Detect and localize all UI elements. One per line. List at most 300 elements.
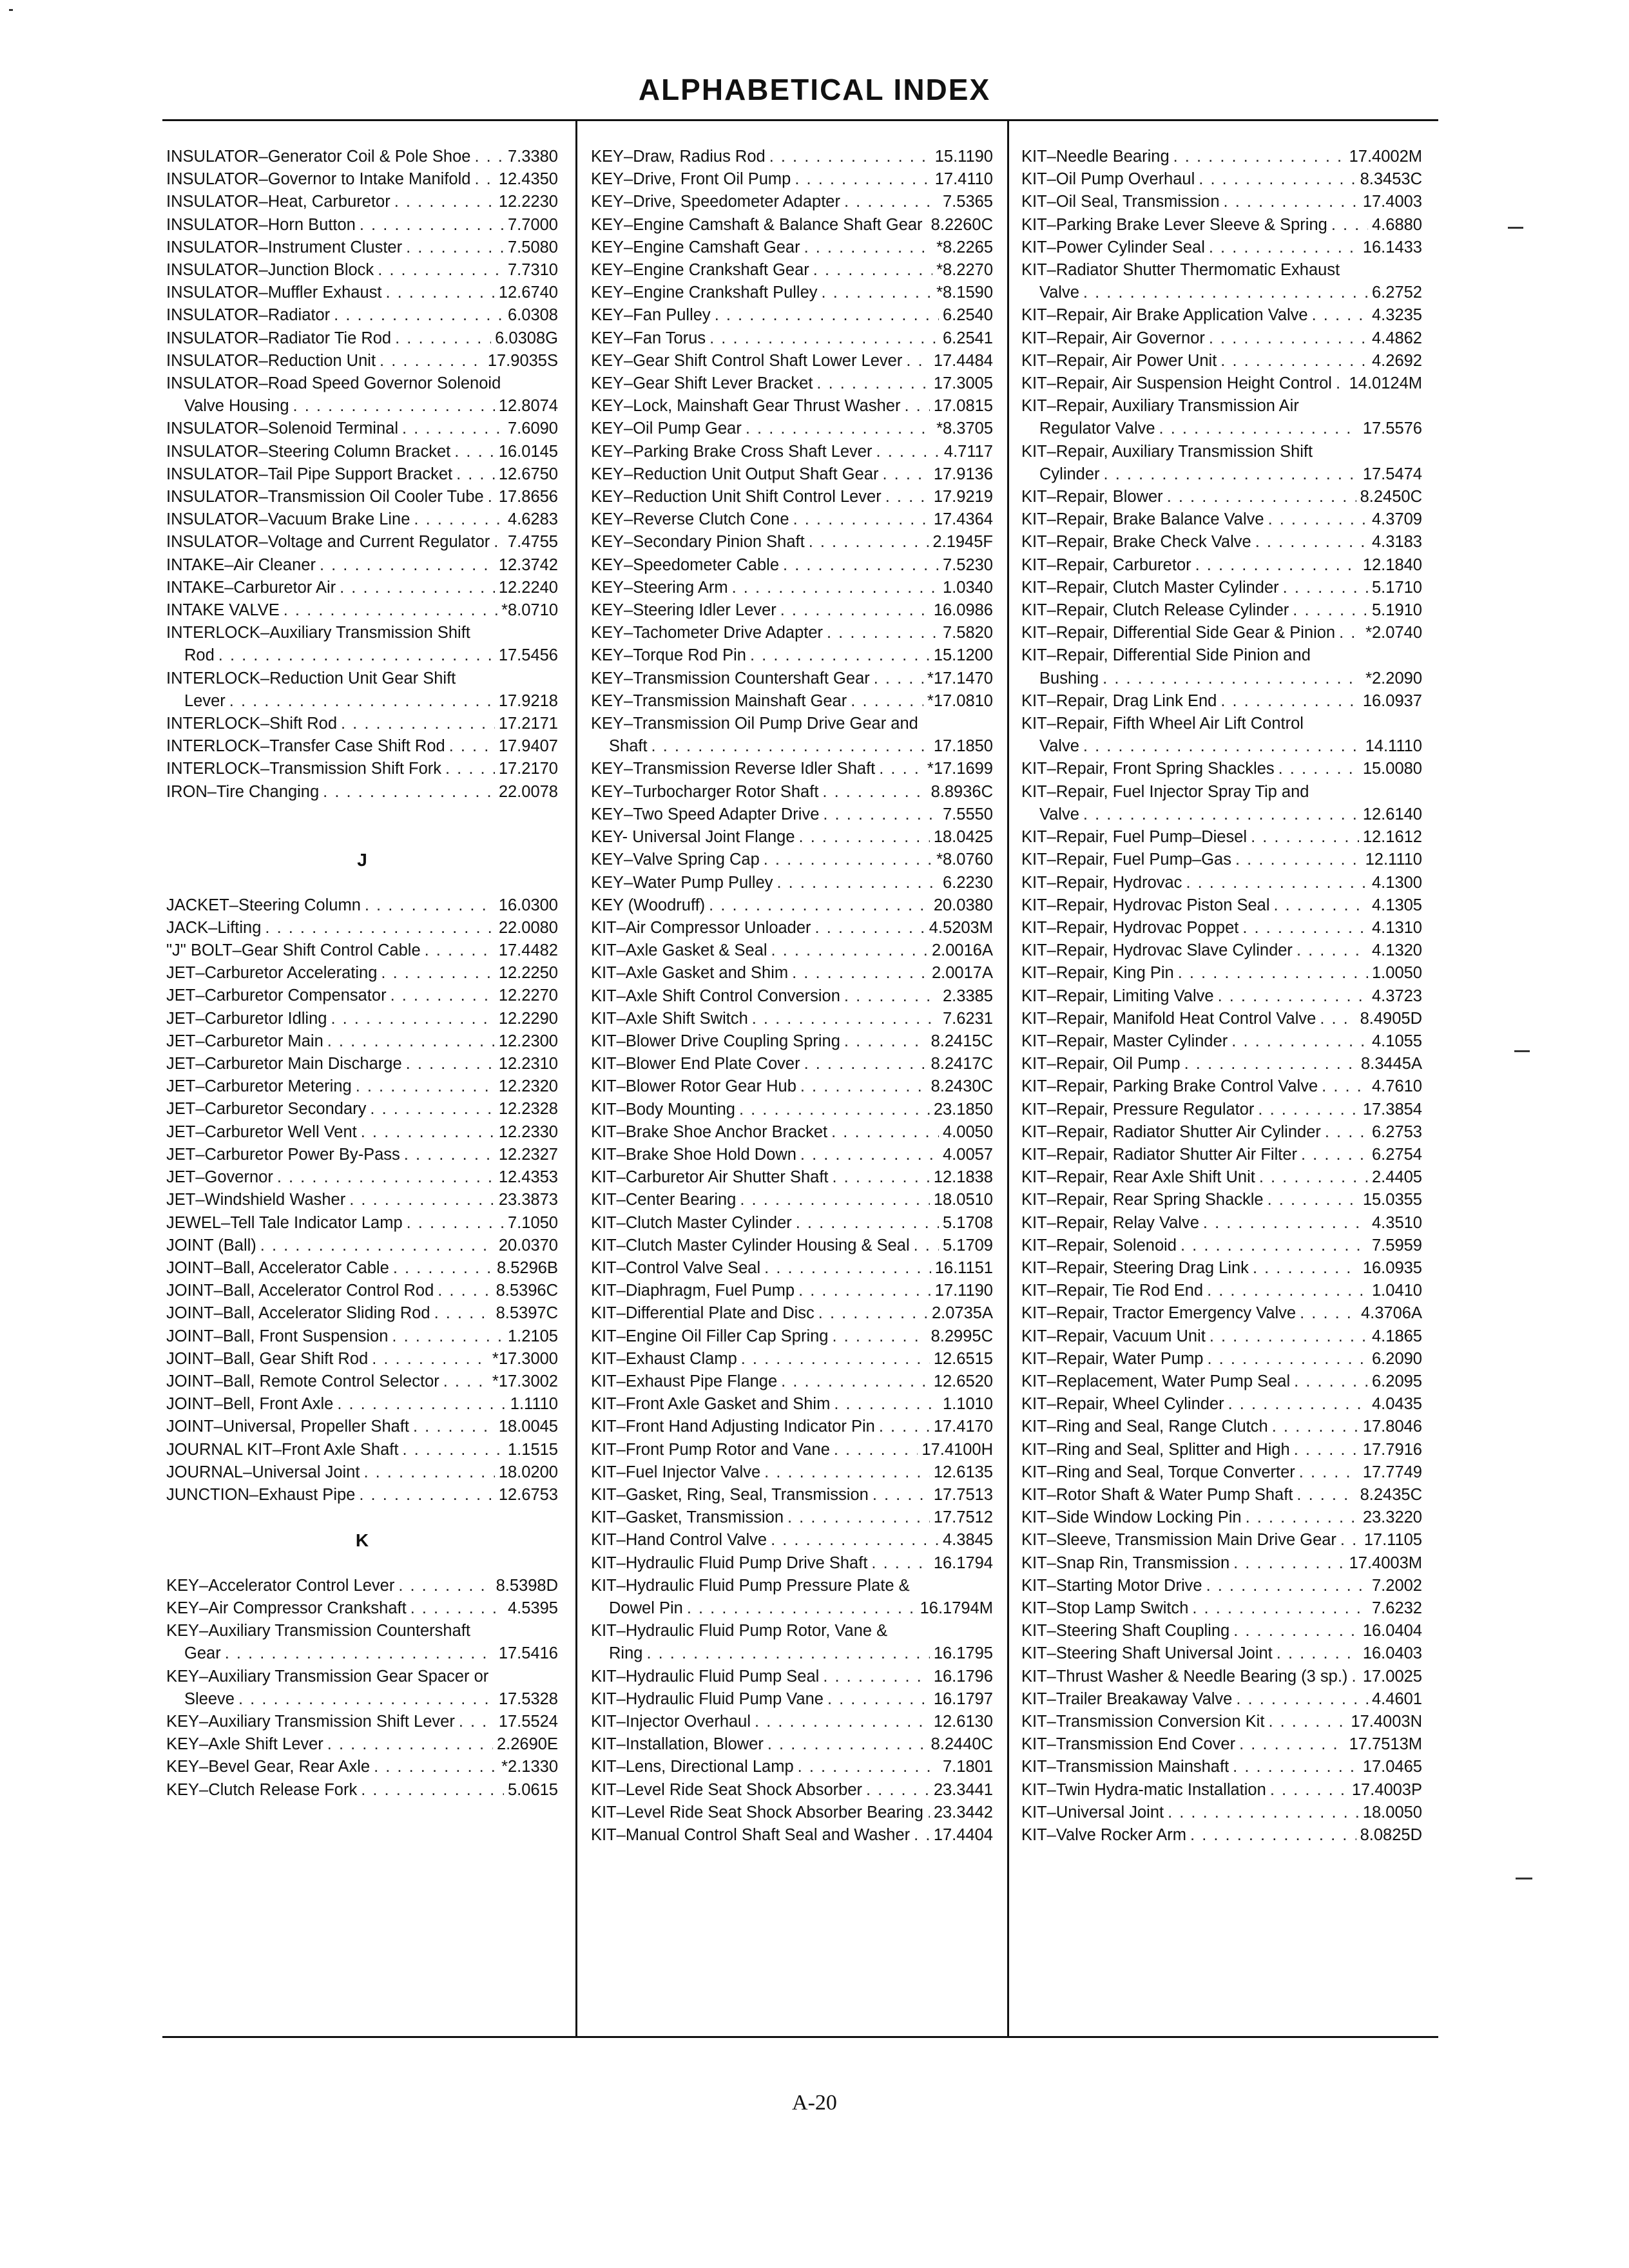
- entry-label: INTAKE–Air Cleaner: [166, 555, 316, 574]
- dot-leader: [1268, 1189, 1359, 1211]
- entry-page-ref: *8.2270: [936, 261, 993, 280]
- index-entry: [1021, 1733, 1422, 1756]
- dot-leader: [1083, 735, 1362, 758]
- entry-label: KIT–Axle Gasket and Shim: [591, 964, 789, 983]
- entry-label: KIT–Hydraulic Fluid Pump Pressure Plate &: [591, 1576, 910, 1595]
- index-entry: [166, 236, 558, 259]
- entry-label: KEY–Gear Shift Lever Bracket: [591, 374, 813, 393]
- index-entry: [591, 1030, 993, 1053]
- dot-leader: [1233, 1620, 1359, 1642]
- entry-label: INTAKE VALVE: [166, 601, 280, 620]
- entry-label: JET–Carburetor Power By-Pass: [166, 1145, 400, 1164]
- entry-page-ref: 5.1910: [1372, 601, 1422, 620]
- dot-leader: [395, 327, 491, 350]
- index-entry: [591, 1099, 993, 1121]
- column-divider: [575, 120, 577, 2036]
- dot-leader: [374, 1756, 497, 1778]
- dot-leader: [798, 1756, 939, 1778]
- entry-page-ref: *8.3705: [936, 419, 993, 438]
- entry-page-ref: 17.1850: [933, 737, 993, 756]
- entry-label: JOINT–Ball, Gear Shift Rod: [166, 1349, 369, 1368]
- index-entry: [591, 463, 993, 486]
- entry-page-ref: 16.1151: [934, 1258, 993, 1277]
- index-entry: [591, 622, 993, 644]
- entry-page-ref: 4.3183: [1372, 533, 1422, 552]
- entry-label: KEY–Fan Pulley: [591, 306, 711, 325]
- entry-label: KIT–Repair, Clutch Master Cylinder: [1021, 578, 1279, 597]
- entry-label: KIT–Repair, Master Cylinder: [1021, 1032, 1228, 1050]
- entry-label: KEY–Water Pump Pulley: [591, 873, 773, 892]
- index-entry: [591, 1008, 993, 1030]
- entry-page-ref: 17.4003N: [1351, 1713, 1422, 1731]
- entry-label: KIT–Repair, Air Suspension Height Control: [1021, 374, 1332, 393]
- dot-leader: [746, 418, 932, 440]
- dot-leader: [1224, 191, 1359, 213]
- entry-label: KIT–Exhaust Clamp: [591, 1349, 737, 1368]
- entry-label: INSULATOR–Reduction Unit: [166, 351, 376, 370]
- entry-label: KIT–Repair, Oil Pump: [1021, 1055, 1181, 1073]
- index-entry: [166, 599, 558, 622]
- index-entry: [1021, 1666, 1422, 1688]
- entry-page-ref: 17.0465: [1362, 1758, 1422, 1776]
- index-entry: [591, 350, 993, 372]
- dot-leader: [844, 191, 939, 213]
- entry-label: INSULATOR–Instrument Cluster: [166, 238, 403, 256]
- entry-label: KIT–Power Cylinder Seal: [1021, 238, 1205, 256]
- entry-page-ref: 4.1305: [1372, 896, 1422, 914]
- entry-label: KIT–Axle Gasket & Seal: [591, 941, 767, 960]
- dot-leader: [1184, 1053, 1357, 1075]
- entry-page-ref: 17.4003: [1362, 193, 1422, 211]
- dot-leader: [804, 236, 932, 259]
- dot-leader: [474, 168, 494, 191]
- entry-label: KEY (Woodruff): [591, 896, 706, 914]
- entry-label: KIT–Repair, Front Spring Shackles: [1021, 760, 1275, 778]
- entry-page-ref: 16.1794M: [920, 1599, 993, 1617]
- dot-leader: [360, 214, 504, 236]
- entry-label: INSULATOR–Radiator: [166, 306, 331, 325]
- entry-label: KEY–Auxiliary Transmission Countershaft: [166, 1622, 470, 1640]
- entry-label: KEY–Reduction Unit Output Shaft Gear: [591, 465, 879, 483]
- index-entry: [591, 1666, 993, 1688]
- entry-page-ref: 22.0080: [498, 918, 558, 937]
- index-entry: [591, 1575, 993, 1597]
- index-entry: [591, 1484, 993, 1506]
- entry-label: KIT–Diaphragm, Fuel Pump: [591, 1282, 795, 1300]
- index-entry: [1021, 1008, 1422, 1030]
- entry-label: JOINT–Ball, Accelerator Sliding Rod: [166, 1304, 430, 1323]
- index-entry: [1021, 441, 1422, 463]
- index-entry: [591, 1711, 993, 1733]
- index-entry: [1021, 985, 1422, 1008]
- entry-page-ref: 17.5456: [498, 646, 558, 665]
- index-entry: [166, 327, 558, 350]
- entry-label: KIT–Repair, Hydrovac: [1021, 873, 1182, 892]
- index-entry: [1021, 1575, 1422, 1597]
- entry-label: KIT–Front Hand Adjusting Indicator Pin: [591, 1418, 875, 1436]
- entry-page-ref: 8.2995C: [930, 1327, 993, 1345]
- entry-page-ref: 7.5959: [1372, 1236, 1422, 1254]
- index-entry: [591, 599, 993, 622]
- entry-label: KIT–Repair, Fifth Wheel Air Lift Control: [1021, 715, 1304, 733]
- entry-page-ref: 17.4364: [933, 510, 993, 529]
- entry-label: INTERLOCK–Shift Rod: [166, 715, 338, 733]
- entry-page-ref: 1.0410: [1372, 1282, 1422, 1300]
- entry-page-ref: 8.5397C: [496, 1304, 558, 1323]
- index-entry: [166, 304, 558, 327]
- dot-leader: [494, 531, 504, 553]
- entry-label: INSULATOR–Vacuum Brake Line: [166, 510, 410, 529]
- entry-label: KIT–Ring and Seal, Splitter and High: [1021, 1440, 1290, 1459]
- entry-label: KIT–Injector Overhaul: [591, 1713, 751, 1731]
- entry-label: KIT–Oil Seal, Transmission: [1021, 193, 1220, 211]
- entry-label: KIT–Level Ride Seat Shock Absorber Bearing: [591, 1803, 923, 1821]
- entry-page-ref: 16.1796: [933, 1667, 993, 1686]
- entry-page-ref: 8.3445A: [1360, 1055, 1422, 1073]
- entry-label: KIT–Lens, Directional Lamp: [591, 1758, 794, 1776]
- dot-leader: [390, 985, 495, 1007]
- dot-leader: [394, 191, 495, 213]
- entry-label: Rod: [184, 646, 215, 665]
- dot-leader: [764, 1461, 930, 1484]
- entry-page-ref: 16.0403: [1362, 1644, 1422, 1663]
- entry-page-ref: 8.5398D: [496, 1576, 558, 1595]
- dot-leader: [822, 282, 933, 304]
- entry-label: KEY–Engine Crankshaft Gear: [591, 261, 809, 280]
- entry-label: JET–Carburetor Metering: [166, 1077, 352, 1096]
- index-entry: [166, 781, 558, 803]
- entry-label: KEY–Steering Arm: [591, 578, 728, 597]
- entry-page-ref: 14.0124M: [1349, 374, 1422, 393]
- dot-leader: [1277, 1642, 1359, 1665]
- entry-label: Valve: [1039, 737, 1079, 756]
- dot-leader: [456, 463, 495, 486]
- dot-leader: [904, 395, 929, 418]
- entry-label: KIT–Repair, Auxiliary Transmission Air: [1021, 397, 1299, 416]
- entry-label: INSULATOR–Horn Button: [166, 215, 356, 234]
- index-entry: [166, 372, 558, 395]
- dot-leader: [1233, 1552, 1345, 1575]
- index-entry: [1021, 1439, 1422, 1461]
- dot-leader: [381, 962, 494, 985]
- entry-page-ref: 12.1612: [1362, 828, 1422, 847]
- index-entry: [591, 441, 993, 463]
- entry-page-ref: 2.3385: [943, 986, 993, 1005]
- entry-label: KIT–Replacement, Water Pump Seal: [1021, 1372, 1291, 1390]
- index-entry: [166, 735, 558, 758]
- entry-page-ref: 18.0045: [498, 1418, 558, 1436]
- entry-label: KEY–Auxiliary Transmission Gear Spacer or: [166, 1667, 489, 1686]
- entry-label: KIT–Level Ride Seat Shock Absorber: [591, 1780, 862, 1799]
- entry-label: KEY–Draw, Radius Rod: [591, 148, 766, 166]
- dot-leader: [769, 146, 931, 168]
- dot-leader: [1083, 803, 1359, 826]
- index-entry: [166, 463, 558, 486]
- entry-label: KIT–Manual Control Shaft Seal and Washer: [591, 1826, 911, 1845]
- entry-label: Bushing: [1039, 669, 1099, 687]
- index-entry: [591, 644, 993, 667]
- dot-leader: [459, 1711, 495, 1733]
- entry-page-ref: 15.1200: [933, 646, 993, 665]
- entry-page-ref: 7.5365: [943, 193, 993, 211]
- dot-leader: [443, 1370, 488, 1393]
- index-entry: [591, 690, 993, 713]
- dot-leader: [831, 1121, 939, 1144]
- dot-leader: [349, 1189, 495, 1211]
- index-entry: [166, 713, 558, 735]
- index-entry: [591, 1075, 993, 1098]
- index-entry: [591, 1529, 993, 1552]
- entry-page-ref: 5.1708: [943, 1213, 993, 1232]
- entry-page-ref: 12.2240: [498, 578, 558, 597]
- index-entry: [591, 395, 993, 418]
- entry-label: INSULATOR–Tail Pipe Support Bracket: [166, 465, 453, 483]
- dot-leader: [1251, 826, 1359, 849]
- index-column-1: [166, 146, 558, 1802]
- index-entry: [1021, 1642, 1422, 1665]
- dot-leader: [1268, 1711, 1347, 1733]
- entry-label: JOINT–Ball, Accelerator Cable: [166, 1258, 389, 1277]
- entry-page-ref: 12.2320: [498, 1077, 558, 1096]
- entry-label: KEY–Engine Camshaft & Balance Shaft Gear: [591, 215, 923, 234]
- dot-leader: [818, 1302, 928, 1325]
- index-entry: [1021, 826, 1422, 849]
- entry-page-ref: 17.2171: [498, 715, 558, 733]
- entry-page-ref: 4.1320: [1372, 941, 1422, 960]
- index-entry: [1021, 463, 1422, 486]
- dot-leader: [425, 939, 495, 962]
- entry-page-ref: *8.1590: [936, 284, 993, 302]
- dot-leader: [804, 1053, 927, 1075]
- dot-leader: [1339, 622, 1362, 644]
- entry-label: INSULATOR–Muffler Exhaust: [166, 284, 382, 302]
- entry-label: JOINT–Ball, Remote Control Selector: [166, 1372, 439, 1390]
- entry-page-ref: 17.7513: [933, 1485, 993, 1504]
- dot-leader: [833, 1325, 927, 1348]
- index-entry: [166, 554, 558, 577]
- entry-label: KIT–Valve Rocker Arm: [1021, 1826, 1187, 1845]
- entry-page-ref: 16.1794: [933, 1553, 993, 1572]
- index-entry: [166, 1098, 558, 1120]
- entry-label: KIT–Brake Shoe Hold Down: [591, 1145, 796, 1164]
- entry-page-ref: 12.1838: [933, 1168, 993, 1187]
- index-entry: [591, 214, 993, 236]
- index-entry: [166, 1620, 558, 1642]
- entry-label: KEY–Transmission Mainshaft Gear: [591, 691, 847, 710]
- entry-label: KIT–Hand Control Valve: [591, 1531, 767, 1550]
- entry-label: KIT–Repair, Hydrovac Poppet: [1021, 918, 1239, 937]
- dot-leader: [781, 1370, 930, 1393]
- entry-page-ref: 17.0815: [933, 397, 993, 416]
- index-entry: [166, 577, 558, 599]
- entry-label: KIT–Parking Brake Lever Sleeve & Spring: [1021, 215, 1327, 234]
- entry-label: KEY–Tachometer Drive Adapter: [591, 624, 824, 642]
- dot-leader: [739, 1099, 930, 1121]
- index-entry: [591, 758, 993, 780]
- index-entry: [1021, 1416, 1422, 1438]
- index-entry: [1021, 395, 1422, 418]
- dot-leader: [407, 1212, 504, 1235]
- dot-leader: [449, 735, 495, 758]
- index-entry: [1021, 1257, 1422, 1280]
- entry-label: JOINT (Ball): [166, 1236, 256, 1254]
- index-entry: [166, 282, 558, 304]
- entry-page-ref: 17.1190: [934, 1282, 993, 1300]
- entry-label: INSULATOR–Steering Column Bracket: [166, 442, 451, 461]
- index-entry: [1021, 713, 1422, 735]
- entry-label: KIT–Steering Shaft Universal Joint: [1021, 1644, 1273, 1663]
- entry-page-ref: *2.2090: [1365, 669, 1422, 687]
- entry-page-ref: 5.1709: [943, 1236, 993, 1254]
- index-entry: [591, 1370, 993, 1393]
- index-entry: [1021, 168, 1422, 191]
- index-entry: [591, 418, 993, 440]
- entry-page-ref: 8.2450C: [1360, 488, 1422, 506]
- dot-leader: [320, 554, 495, 577]
- entry-label: KEY–Parking Brake Cross Shaft Lever: [591, 442, 872, 461]
- entry-label: JOURNAL KIT–Front Axle Shaft: [166, 1440, 399, 1459]
- entry-page-ref: 16.1795: [933, 1644, 993, 1663]
- entry-page-ref: *8.0760: [936, 850, 993, 869]
- index-entry: [166, 146, 558, 168]
- index-entry: [591, 1166, 993, 1189]
- entry-page-ref: 4.5203M: [929, 918, 993, 937]
- index-entry: [166, 1733, 558, 1756]
- dot-leader: [1283, 577, 1368, 599]
- entry-page-ref: 17.9035S: [487, 351, 558, 370]
- index-entry: [166, 985, 558, 1007]
- entry-label: KIT–Repair, Tractor Emergency Valve: [1021, 1304, 1296, 1323]
- index-entry: [166, 1030, 558, 1053]
- entry-page-ref: 4.5395: [508, 1599, 558, 1617]
- entry-page-ref: 7.2002: [1372, 1576, 1422, 1595]
- dot-leader: [1228, 1393, 1368, 1416]
- dot-leader: [1242, 917, 1368, 939]
- section-letter: J: [357, 850, 367, 870]
- entry-label: KIT–Repair, Fuel Pump–Gas: [1021, 850, 1231, 869]
- dot-leader: [218, 644, 495, 667]
- index-entry: [1021, 1779, 1422, 1802]
- entry-label: INSULATOR–Radiator Tie Rod: [166, 329, 392, 347]
- dot-leader: [764, 1257, 931, 1280]
- entry-label: KIT–Center Bearing: [591, 1191, 737, 1209]
- entry-page-ref: 20.0370: [498, 1236, 558, 1254]
- dot-leader: [834, 1393, 939, 1416]
- entry-label: Sleeve: [184, 1689, 235, 1708]
- dot-leader: [1178, 962, 1368, 985]
- dot-leader: [687, 1597, 916, 1620]
- entry-label: KIT–Carburetor Air Shutter Shaft: [591, 1168, 829, 1187]
- index-entry: [1021, 1824, 1422, 1847]
- entry-page-ref: 20.0380: [933, 896, 993, 914]
- entry-label: KEY–Accelerator Control Lever: [166, 1576, 395, 1595]
- entry-label: Valve Housing: [184, 397, 289, 416]
- index-entry: [166, 1053, 558, 1075]
- entry-page-ref: 12.2250: [498, 964, 558, 983]
- index-entry: [591, 1280, 993, 1302]
- index-entry: [166, 1461, 558, 1484]
- entry-label: KEY–Steering Idler Lever: [591, 601, 776, 620]
- index-entry: [166, 690, 558, 713]
- entry-label: IRON–Tire Changing: [166, 782, 320, 801]
- entry-page-ref: 17.2170: [498, 760, 558, 778]
- dot-leader: [1195, 554, 1359, 577]
- entry-label: KEY–Engine Crankshaft Pulley: [591, 284, 818, 302]
- index-entry: [166, 1008, 558, 1030]
- entry-page-ref: 8.5396C: [496, 1282, 558, 1300]
- dot-leader: [1159, 418, 1359, 440]
- entry-label: KEY–Torque Rod Pin: [591, 646, 746, 665]
- dot-leader: [796, 1212, 939, 1235]
- entry-label: INSULATOR–Heat, Carburetor: [166, 193, 390, 211]
- index-entry: [1021, 1235, 1422, 1257]
- entry-page-ref: 2.0017A: [931, 964, 993, 983]
- dot-leader: [406, 236, 504, 259]
- dot-leader: [787, 1506, 930, 1529]
- entry-label: KIT–Repair, Steering Drag Link: [1021, 1258, 1249, 1277]
- dot-leader: [798, 1280, 931, 1302]
- index-entry: [166, 668, 558, 690]
- dot-leader: [363, 1461, 494, 1484]
- entry-page-ref: 12.6740: [498, 284, 558, 302]
- index-entry: [591, 1121, 993, 1144]
- entry-label: KIT–Repair, Drag Link End: [1021, 691, 1217, 710]
- dot-leader: [1181, 1235, 1368, 1257]
- entry-page-ref: 6.0308: [508, 306, 558, 325]
- entry-page-ref: 23.3873: [498, 1191, 558, 1209]
- entry-page-ref: 12.6130: [933, 1713, 993, 1731]
- entry-label: KIT–Snap Rin, Transmission: [1021, 1553, 1230, 1572]
- entry-label: KIT–Installation, Blower: [591, 1735, 764, 1754]
- entry-label: KIT–Repair, Limiting Valve: [1021, 986, 1214, 1005]
- dot-leader: [1258, 1099, 1358, 1121]
- entry-label: KEY–Gear Shift Control Shaft Lower Lever: [591, 351, 903, 370]
- index-entry: [591, 1235, 993, 1257]
- index-entry: [1021, 1053, 1422, 1075]
- index-entry: [1021, 599, 1422, 622]
- entry-page-ref: 17.1105: [1364, 1531, 1422, 1550]
- entry-page-ref: 6.2540: [943, 306, 993, 325]
- index-entry: [1021, 939, 1422, 962]
- entry-page-ref: 4.1310: [1372, 918, 1422, 937]
- entry-page-ref: *17.3002: [492, 1372, 558, 1390]
- entry-label: KIT–Repair, Fuel Injector Spray Tip and: [1021, 782, 1309, 801]
- dot-leader: [780, 599, 930, 622]
- entry-page-ref: 17.7512: [933, 1508, 993, 1527]
- dot-leader: [454, 441, 495, 463]
- entry-page-ref: 17.0025: [1362, 1667, 1422, 1686]
- dot-leader: [783, 554, 939, 577]
- index-entry: [166, 644, 558, 667]
- entry-label: KEY–Engine Camshaft Gear: [591, 238, 800, 256]
- dot-leader: [370, 1098, 494, 1120]
- entry-page-ref: 8.8936C: [930, 782, 993, 801]
- index-entry: [166, 939, 558, 962]
- entry-page-ref: 8.3453C: [1360, 170, 1422, 189]
- dot-leader: [331, 1008, 494, 1030]
- index-entry: [591, 1733, 993, 1756]
- index-entry: [1021, 486, 1422, 508]
- entry-label: KIT–Thrust Washer & Needle Bearing (3 sp.): [1021, 1667, 1348, 1686]
- index-entry: [1021, 191, 1422, 213]
- entry-page-ref: 18.0510: [933, 1191, 993, 1209]
- entry-page-ref: 4.0435: [1372, 1395, 1422, 1414]
- dot-leader: [827, 1688, 930, 1711]
- dot-leader: [871, 1552, 929, 1575]
- index-entry: [591, 1302, 993, 1325]
- entry-page-ref: 16.0145: [498, 442, 558, 461]
- dot-leader: [327, 1733, 493, 1756]
